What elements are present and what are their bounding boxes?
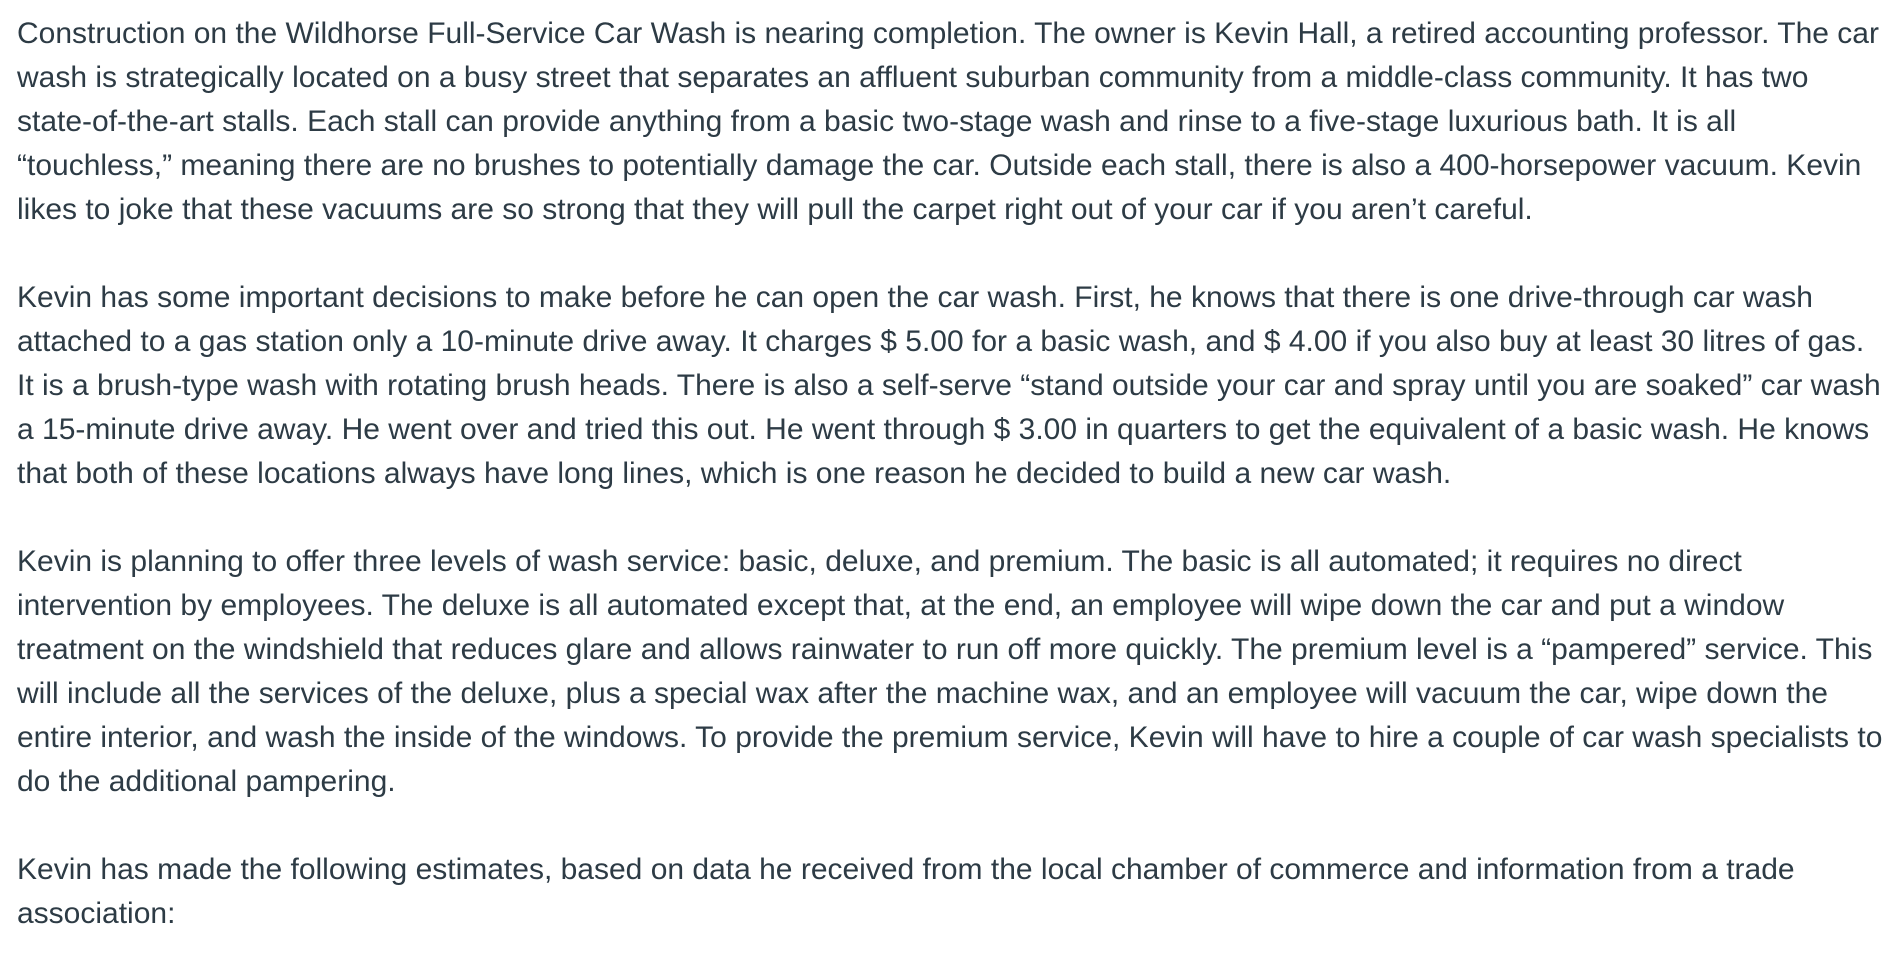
document-body: [17, 12, 1887, 936]
paragraph-intro: Construction on the Wildhorse Full-Service Car Wash is nearing completion. The owner is Kevin Hall, a retired accounting professor. The car wash is strategically located on a busy street that separates an affluent suburban community from a middle-class community. It has two state-of-the-art stalls. Each stall can provide anything from a basic two-stage wash and rinse to a five-stage luxurious bath. It is all “touchless,” meaning there are no brushes to potentially damage the car. Outside each stall, there is also a 400-horsepower vacuum. Kevin likes to joke that these vacuums are so strong that they will pull the carpet right out of your car if you aren’t careful.: [17, 17, 1879, 226]
paragraph-service-levels: Kevin is planning to offer three levels of wash service: basic, deluxe, and premium. The basic is all automated; it requires no direct intervention by employees. The deluxe is all automated except that, at the end, an employee will wipe down the car and put a window treatment on the windshield that reduces glare and allows rainwater to run off more quickly. The premium level is a “pampered” service. This will include all the services of the deluxe, plus a special wax after the machine wax, and an employee will vacuum the car, wipe down the entire interior, and wash the inside of the windows. To provide the premium service, Kevin will have to hire a couple of car wash specialists to do the additional pampering.: [17, 545, 1883, 798]
paragraph-estimates: Kevin has made the following estimates, based on data he received from the local chamber of commerce and information from a trade association:: [17, 853, 1795, 930]
paragraph-competition: Kevin has some important decisions to make before he can open the car wash. First, he knows that there is one drive-through car wash attached to a gas station only a 10-minute drive away. It charges $ 5.00 for a basic wash, and $ 4.00 if you also buy at least 30 litres of gas. It is a brush-type wash with rotating brush heads. There is also a self-serve “stand outside your car and spray until you are soaked” car wash a 15-minute drive away. He went over and tried this out. He went through $ 3.00 in quarters to get the equivalent of a basic wash. He knows that both of these locations always have long lines, which is one reason he decided to build a new car wash.: [17, 281, 1881, 490]
